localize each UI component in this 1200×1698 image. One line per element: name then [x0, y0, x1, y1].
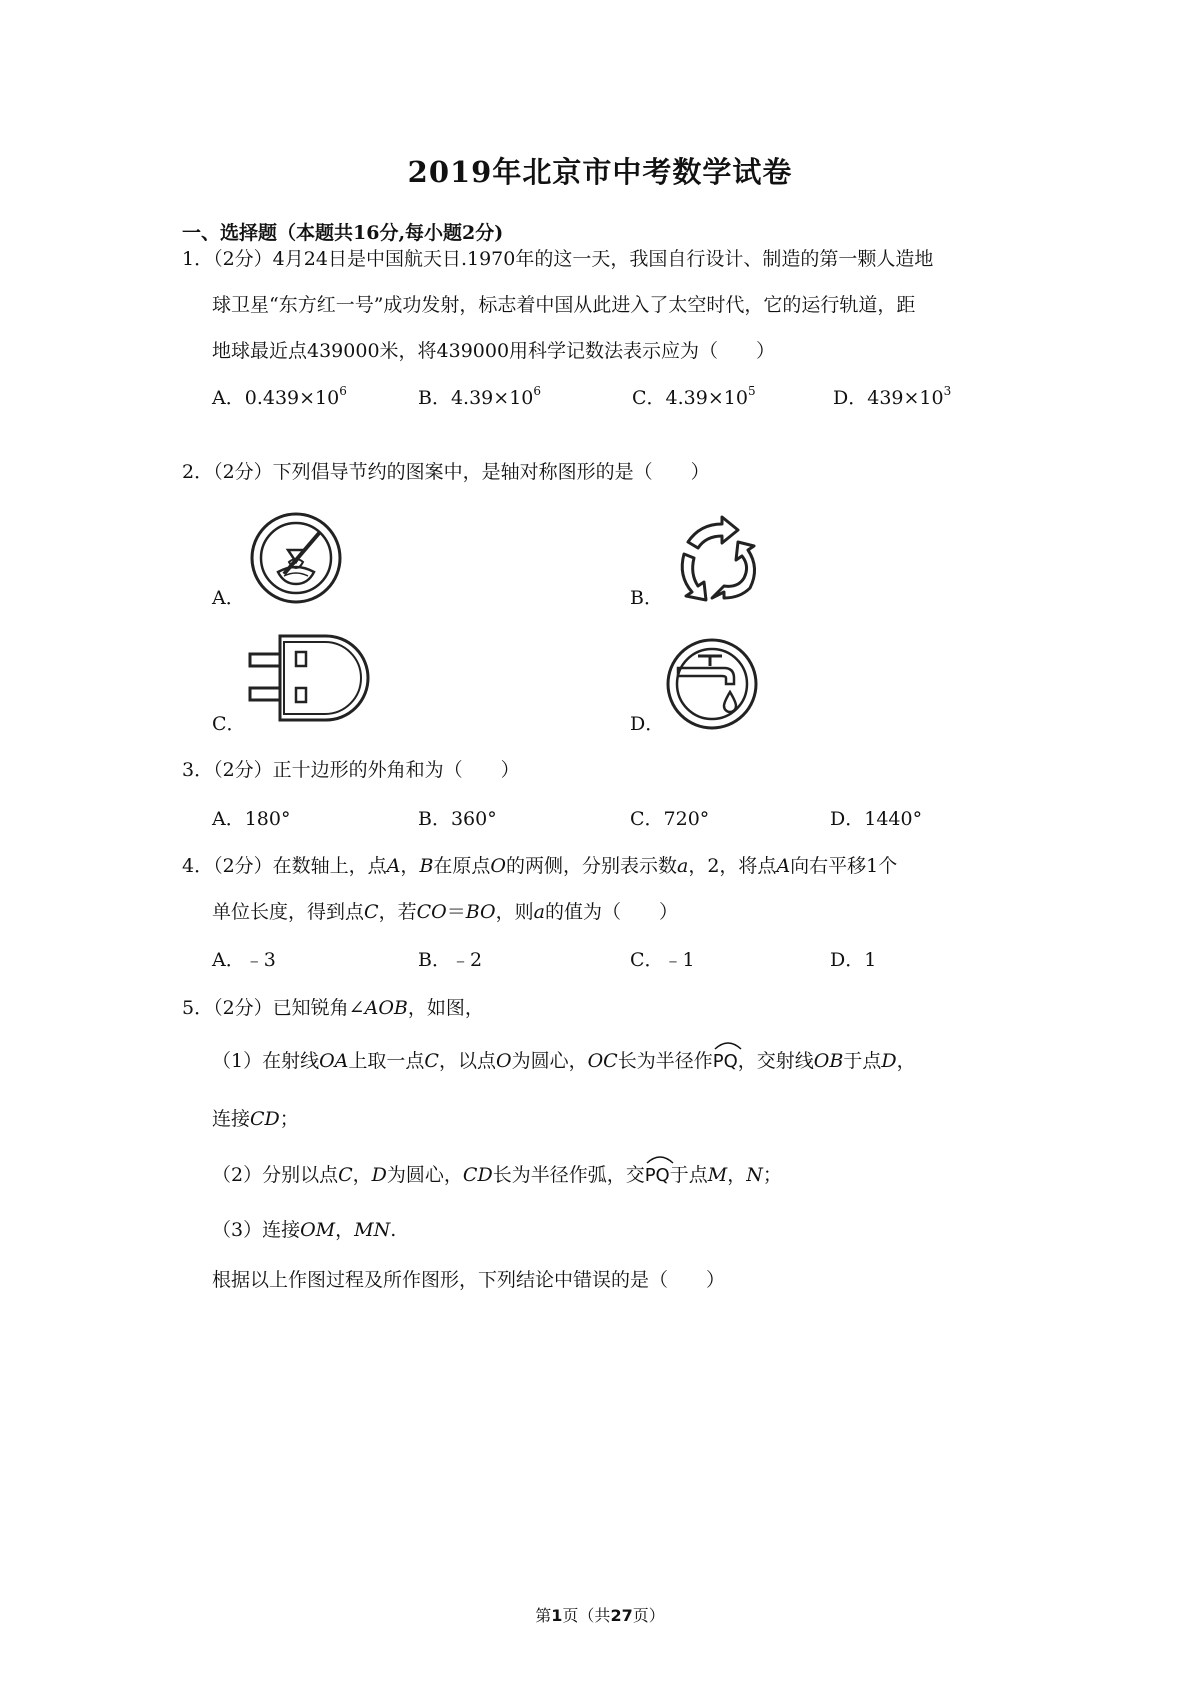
q5-var: C	[424, 1050, 439, 1072]
q5-text: （1）在射线	[212, 1050, 320, 1072]
q5-text: 于点	[669, 1164, 708, 1186]
total-pages: 27	[610, 1606, 633, 1625]
q5-text: 于点	[843, 1050, 882, 1072]
q5-step-3	[212, 1217, 396, 1243]
q4-var: BO	[465, 901, 496, 923]
q5-var: CD	[462, 1164, 493, 1186]
q5-step-1-line-2	[212, 1106, 299, 1132]
q4-text: ＝	[446, 901, 466, 923]
q4-var: C	[364, 901, 379, 923]
q5-var: OM	[300, 1219, 336, 1241]
q5-line-1	[182, 995, 484, 1021]
q4-option-a[interactable]: A．﹣3	[212, 949, 276, 971]
arc-pq-text: PQ	[712, 1051, 738, 1072]
q1-option-a-base: 0.439×10	[244, 387, 340, 409]
q4-text: ，2，将点	[688, 855, 777, 877]
arc-pq-label	[645, 1163, 670, 1189]
q5-text: ；	[279, 1108, 299, 1130]
q1-line-3: 地球最近点439000米，将439000用科学记数法表示应为（ ）	[212, 340, 776, 362]
q4-option-b[interactable]: B．﹣2	[418, 949, 483, 971]
q4-var: a	[533, 901, 545, 923]
q4-var: A	[776, 855, 791, 877]
q5-text: ，	[352, 1164, 372, 1186]
q4-text: ，则	[495, 901, 534, 923]
arc-mark-icon	[713, 1040, 743, 1050]
q4-option-c[interactable]: C．﹣1	[630, 949, 695, 971]
q5-question-stem: 根据以上作图过程及所作图形，下列结论中错误的是（ ）	[212, 1269, 726, 1291]
q5-text: （3）连接	[212, 1219, 301, 1241]
q5-text: ，以点	[438, 1050, 496, 1072]
q5-step-2	[212, 1162, 782, 1189]
q5-var: OB	[813, 1050, 844, 1072]
q5-var: AOB	[364, 997, 408, 1019]
footer-text: 页）	[632, 1606, 665, 1625]
q2-option-d-label[interactable]: D．	[630, 713, 665, 735]
q5-text: ，	[727, 1164, 747, 1186]
q3-line-1: 3．（2分）正十边形的外角和为（ ）	[182, 759, 520, 781]
q5-text: ，如图，	[407, 997, 484, 1019]
q1-option-b-exp: 6	[533, 384, 542, 398]
q5-var: MN	[354, 1219, 391, 1241]
q4-var: A	[386, 855, 401, 877]
q1-option-c[interactable]	[632, 385, 756, 411]
q1-option-b-base: 4.39×10	[450, 387, 534, 409]
q4-text: 的值为（ ）	[544, 901, 678, 923]
q3-option-a[interactable]: A．180°	[212, 808, 291, 830]
q1-option-d[interactable]	[833, 385, 951, 411]
q5-step-1	[212, 1048, 916, 1075]
q4-option-d[interactable]: D．1	[830, 949, 877, 971]
footer-text: 第	[535, 1606, 552, 1625]
q2-option-c-label[interactable]: C．	[212, 713, 246, 735]
q5-var: D	[371, 1164, 387, 1186]
q1-option-c-exp: 5	[747, 384, 756, 398]
q5-var: C	[338, 1164, 353, 1186]
q5-var: N	[746, 1164, 763, 1186]
q4-var: CO	[416, 901, 447, 923]
q5-var: M	[707, 1164, 728, 1186]
q5-text: 为圆心，	[511, 1050, 588, 1072]
q5-var: O	[495, 1050, 512, 1072]
q4-var: B	[419, 855, 434, 877]
q1-option-c-base: 4.39×10	[665, 387, 748, 409]
q5-var: OC	[587, 1050, 618, 1072]
q5-text: 长为半径作弧，交	[492, 1164, 645, 1186]
q2-option-b-label[interactable]: B．	[630, 587, 663, 609]
q4-text: 单位长度，得到点	[212, 901, 365, 923]
q5-text: ；	[762, 1164, 782, 1186]
q4-text: ，	[400, 855, 420, 877]
q4-text: 4．（2分）在数轴上，点	[182, 855, 387, 877]
water-tap-icon	[664, 636, 760, 732]
q3-option-b[interactable]: B．360°	[418, 808, 497, 830]
q5-text: ，	[335, 1219, 355, 1241]
q1-line-2: 球卫星“东方红一号”成功发射，标志着中国从此进入了太空时代，它的运行轨道，距	[212, 294, 916, 316]
q1-option-d-label: D．	[833, 387, 868, 409]
q5-text: 5．（2分）已知锐角∠	[182, 997, 365, 1019]
q5-text: 上取一点	[348, 1050, 425, 1072]
page-title: 2019年北京市中考数学试卷	[407, 155, 793, 189]
q5-var: CD	[250, 1108, 280, 1130]
q1-option-d-exp: 3	[943, 384, 952, 398]
q4-var: O	[490, 855, 506, 877]
page-number: 1	[551, 1606, 563, 1625]
recycle-arrows-icon	[664, 512, 766, 604]
q5-text: 长为半径作	[617, 1050, 713, 1072]
q5-text: ，交射线	[737, 1050, 814, 1072]
q3-option-c[interactable]: C．720°	[630, 808, 710, 830]
q4-text: ，若	[378, 901, 417, 923]
page-footer	[0, 1603, 1200, 1626]
q1-option-a[interactable]	[212, 385, 347, 411]
arc-mark-icon	[645, 1154, 675, 1164]
q5-var: OA	[319, 1050, 349, 1072]
q4-text: 在原点	[433, 855, 491, 877]
q1-option-a-exp: 6	[339, 384, 347, 398]
q1-line-1: 1．（2分）4月24日是中国航天日.1970年的这一天，我国自行设计、制造的第一颗人造地	[182, 248, 934, 270]
q2-option-a-label[interactable]: A．	[212, 587, 245, 609]
footer-text: 页（共	[562, 1606, 611, 1625]
q4-text: 向右平移1个	[790, 855, 898, 877]
q4-var: a	[677, 855, 689, 877]
section-heading: 一、选择题（本题共16分,每小题2分)	[182, 222, 504, 244]
q1-option-a-label: A．	[212, 387, 245, 409]
q5-text: ，	[896, 1050, 916, 1072]
q5-text: 为圆心，	[386, 1164, 463, 1186]
arc-pq-label	[713, 1049, 738, 1075]
q5-text: 连接	[212, 1108, 251, 1130]
q4-line-2	[212, 899, 678, 925]
arc-pq-text: PQ	[644, 1165, 670, 1186]
q1-option-c-label: C．	[632, 387, 666, 409]
q1-option-b-label: B．	[418, 387, 451, 409]
q5-text: .	[390, 1219, 397, 1241]
q4-line-1	[182, 853, 897, 879]
q5-var: D	[881, 1050, 897, 1072]
electric-plug-icon	[246, 632, 372, 724]
q1-option-d-base: 439×10	[867, 387, 944, 409]
q4-text: 的两侧，分别表示数	[506, 855, 678, 877]
q3-option-d[interactable]: D．1440°	[830, 808, 923, 830]
no-waste-food-icon	[248, 510, 344, 606]
q1-option-b[interactable]	[418, 385, 541, 411]
q5-text: （2）分别以点	[212, 1164, 339, 1186]
q2-line-1: 2．（2分）下列倡导节约的图案中，是轴对称图形的是（ ）	[182, 461, 710, 483]
